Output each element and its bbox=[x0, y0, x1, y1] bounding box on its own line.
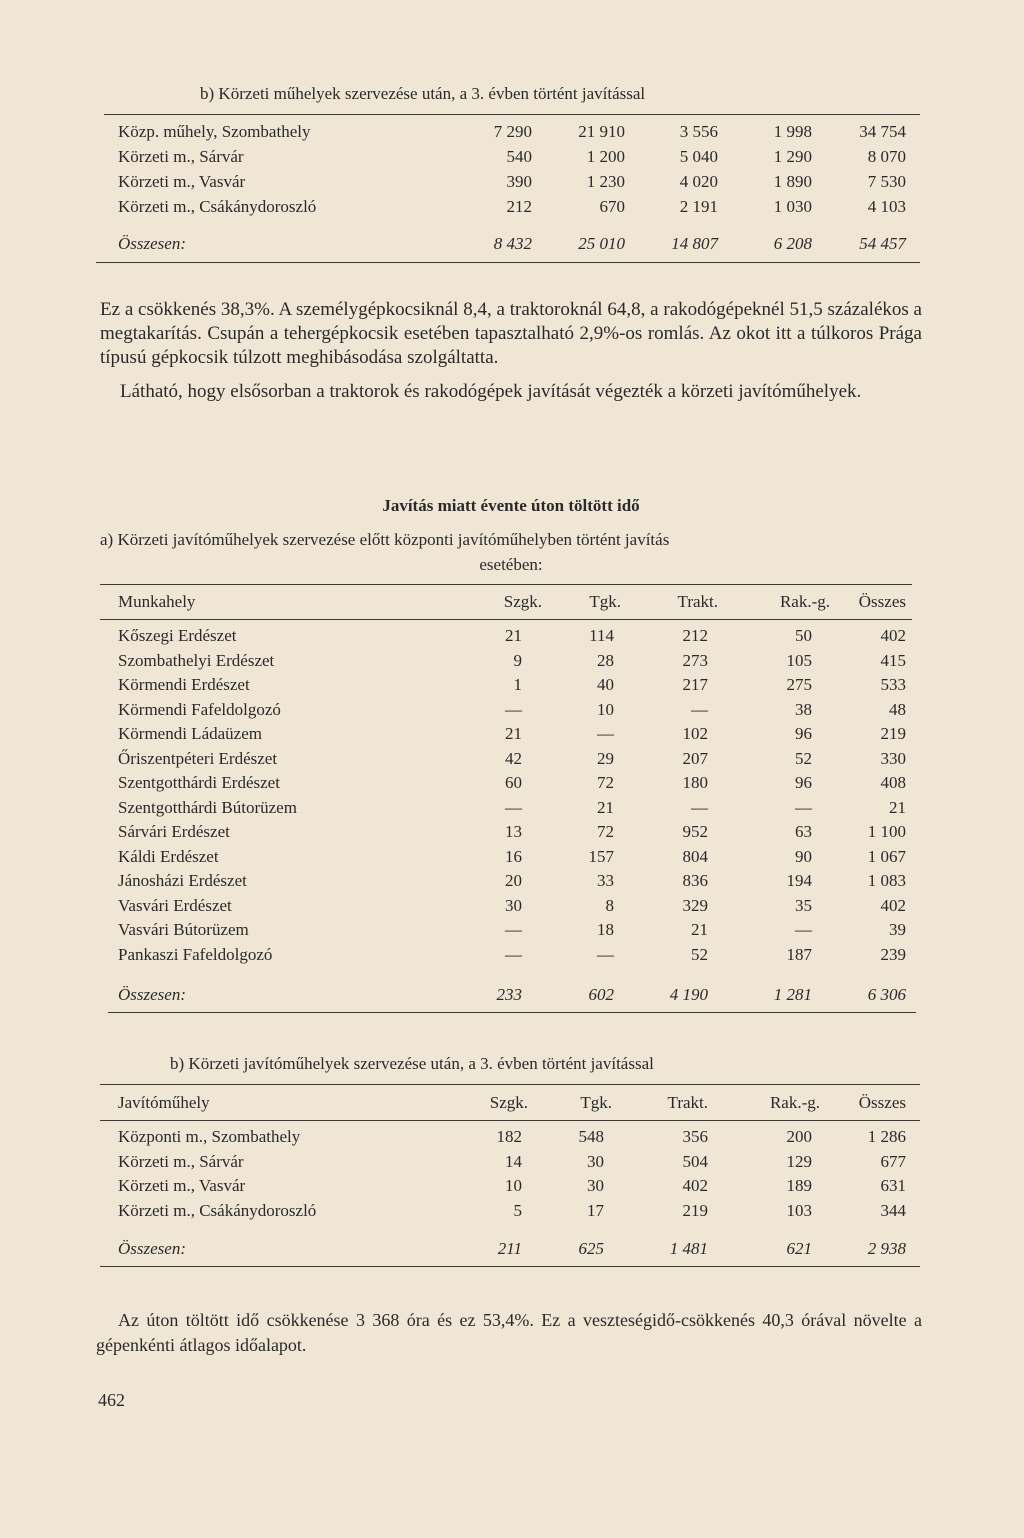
column-header: Összes bbox=[858, 1093, 906, 1112]
table2-caption-line2: esetében: bbox=[479, 555, 543, 574]
cell-value: 14 bbox=[505, 1151, 522, 1171]
cell-value: 1 286 bbox=[867, 1127, 906, 1146]
cell-value: 105 bbox=[786, 650, 812, 670]
cell-value: 52 bbox=[795, 748, 812, 768]
total-value: 602 bbox=[588, 985, 614, 1004]
column-header: Javítóműhely bbox=[118, 1093, 210, 1112]
column-header: Rak.-g. bbox=[779, 592, 830, 611]
table-row bbox=[0, 172, 1024, 196]
cell-value: 114 bbox=[589, 626, 614, 645]
cell-value: 4 103 bbox=[867, 197, 906, 216]
table-row bbox=[0, 1176, 1024, 1200]
table3-header-rule bbox=[100, 1120, 920, 1121]
cell-value: 548 bbox=[578, 1127, 604, 1146]
cell-value: 402 bbox=[880, 626, 906, 645]
row-label: Káldi Erdészet bbox=[118, 846, 219, 866]
cell-value: 34 754 bbox=[859, 122, 906, 141]
cell-value: 219 bbox=[682, 1200, 708, 1220]
cell-value: 212 bbox=[682, 626, 708, 645]
section-heading: Javítás miatt évente úton töltött idő bbox=[382, 496, 640, 515]
row-label: Körzeti m., Csákánydoroszló bbox=[118, 197, 317, 216]
column-header: Szgk. bbox=[503, 592, 542, 611]
total-value: 1 281 bbox=[773, 985, 812, 1004]
cell-value: 344 bbox=[880, 1200, 906, 1220]
cell-value: 40 bbox=[597, 675, 614, 694]
cell-value: 194 bbox=[786, 871, 812, 890]
total-value: 4 190 bbox=[669, 985, 708, 1004]
cell-value: 16 bbox=[505, 846, 522, 866]
cell-value: 189 bbox=[786, 1176, 812, 1195]
cell-value: 3 556 bbox=[679, 122, 718, 141]
cell-value: — bbox=[597, 944, 614, 964]
table-row bbox=[0, 675, 1024, 699]
cell-value: 390 bbox=[506, 172, 532, 191]
cell-value: 21 910 bbox=[578, 122, 625, 141]
total-value: 54 457 bbox=[859, 234, 906, 253]
row-label: Őriszentpéteri Erdészet bbox=[118, 748, 278, 768]
cell-value: 180 bbox=[682, 773, 708, 792]
total-label: Összesen: bbox=[118, 1239, 186, 1258]
cell-value: 33 bbox=[597, 871, 614, 890]
total-value: 211 bbox=[497, 1239, 522, 1258]
table1-caption: b) Körzeti műhelyek szervezése után, a 3. évben történt javítással bbox=[200, 84, 646, 103]
cell-value: 275 bbox=[786, 675, 812, 694]
total-label: Összesen: bbox=[118, 985, 186, 1004]
cell-value: 4 020 bbox=[679, 172, 718, 191]
cell-value: 1 067 bbox=[867, 846, 906, 866]
cell-value: 5 040 bbox=[679, 147, 718, 166]
cell-value: 21 bbox=[691, 920, 708, 939]
cell-value: 10 bbox=[597, 699, 614, 719]
column-header: Trakt. bbox=[667, 1093, 708, 1112]
row-label: Sárvári Erdészet bbox=[118, 822, 230, 841]
table2-header-rule bbox=[100, 619, 912, 620]
cell-value: 13 bbox=[505, 822, 522, 841]
cell-value: 18 bbox=[597, 920, 614, 939]
cell-value: 402 bbox=[682, 1176, 708, 1195]
table-row bbox=[0, 945, 1024, 969]
paragraph-1-text: Ez a csökkenés 38,3%. A személygépkocsiknál 8,4, a traktoroknál 64,8, a rakodógépeknél 51,5 százalékos a megtakarítás. Csupán a tehergépkocsik esetében tapasztalható 2,9%-os romlás. Az okot itt a túlkoros Prága típusú gépkocsik túlzott meghibásodása szolgáltatta. bbox=[100, 299, 922, 368]
total-row bbox=[0, 1239, 1024, 1263]
table-row bbox=[0, 773, 1024, 797]
cell-value: 30 bbox=[587, 1176, 604, 1195]
total-value: 2 938 bbox=[867, 1239, 906, 1258]
cell-value: 102 bbox=[682, 724, 708, 743]
row-label: Szentgotthárdi Erdészet bbox=[118, 773, 280, 792]
header-row bbox=[0, 592, 1024, 616]
cell-value: 9 bbox=[513, 650, 522, 670]
table-row bbox=[0, 1201, 1024, 1225]
column-header: Rak.-g. bbox=[769, 1093, 820, 1112]
cell-value: 72 bbox=[597, 773, 614, 792]
cell-value: 1 290 bbox=[773, 147, 812, 166]
cell-value: 7 530 bbox=[867, 172, 906, 191]
paragraph-2 bbox=[96, 1308, 922, 1358]
cell-value: — bbox=[597, 724, 614, 743]
cell-value: 72 bbox=[597, 822, 614, 841]
table-row bbox=[0, 147, 1024, 171]
table1-bottom-rule bbox=[96, 262, 920, 263]
cell-value: 182 bbox=[496, 1127, 522, 1146]
table3-caption: b) Körzeti javítóműhelyek szervezése után, a 3. évben történt javítással bbox=[170, 1054, 654, 1073]
cell-value: — bbox=[795, 920, 812, 939]
paragraph-1b-text: Látható, hogy elsősorban a traktorok és rakodógépek javítását végezték a körzeti javítóműhelyek. bbox=[120, 381, 862, 402]
total-value: 14 807 bbox=[671, 234, 718, 253]
cell-value: 90 bbox=[795, 846, 812, 866]
cell-value: 38 bbox=[795, 699, 812, 719]
table-row bbox=[0, 847, 1024, 871]
row-label: Pankaszi Fafeldolgozó bbox=[118, 944, 273, 964]
cell-value: 21 bbox=[889, 797, 906, 817]
cell-value: 1 083 bbox=[867, 871, 906, 890]
cell-value: — bbox=[691, 699, 708, 719]
cell-value: 8 070 bbox=[867, 147, 906, 166]
cell-value: 35 bbox=[795, 895, 812, 915]
cell-value: 8 bbox=[605, 895, 614, 915]
total-value: 1 481 bbox=[669, 1239, 708, 1258]
cell-value: 50 bbox=[795, 626, 812, 645]
table1-top-rule bbox=[104, 114, 920, 115]
header-row bbox=[0, 1093, 1024, 1117]
table3-top-rule bbox=[100, 1084, 920, 1085]
total-row bbox=[0, 985, 1024, 1009]
cell-value: — bbox=[505, 699, 522, 719]
row-label: Központi m., Szombathely bbox=[118, 1127, 301, 1146]
total-value: 25 010 bbox=[578, 234, 625, 253]
table-row bbox=[0, 749, 1024, 773]
total-value: 621 bbox=[786, 1239, 812, 1258]
cell-value: 20 bbox=[505, 871, 522, 890]
cell-value: — bbox=[691, 797, 708, 817]
row-label: Körmendi Erdészet bbox=[118, 675, 250, 694]
cell-value: — bbox=[505, 944, 522, 964]
cell-value: 60 bbox=[505, 773, 522, 792]
cell-value: 10 bbox=[505, 1176, 522, 1195]
cell-value: 670 bbox=[599, 197, 625, 216]
cell-value: 96 bbox=[795, 724, 812, 743]
cell-value: 17 bbox=[587, 1200, 604, 1220]
table-row bbox=[0, 700, 1024, 724]
table-row bbox=[0, 871, 1024, 895]
cell-value: 200 bbox=[786, 1127, 812, 1146]
row-label: Vasvári Bútorüzem bbox=[118, 920, 249, 939]
row-label: Szentgotthárdi Bútorüzem bbox=[118, 797, 297, 817]
row-label: Jánosházi Erdészet bbox=[118, 871, 247, 890]
cell-value: 21 bbox=[597, 797, 614, 817]
cell-value: 52 bbox=[691, 944, 708, 964]
cell-value: 329 bbox=[682, 895, 708, 915]
cell-value: 5 bbox=[513, 1200, 522, 1220]
cell-value: 540 bbox=[506, 147, 532, 166]
cell-value: 533 bbox=[880, 675, 906, 694]
table3-bottom-rule bbox=[100, 1266, 920, 1267]
cell-value: 1 200 bbox=[586, 147, 625, 166]
column-header: Szgk. bbox=[489, 1093, 528, 1112]
cell-value: 96 bbox=[795, 773, 812, 792]
column-header: Tgk. bbox=[580, 1093, 612, 1112]
cell-value: 219 bbox=[880, 724, 906, 743]
paragraph-1 bbox=[100, 298, 922, 404]
cell-value: 207 bbox=[682, 748, 708, 768]
cell-value: 804 bbox=[682, 846, 708, 866]
cell-value: 39 bbox=[889, 920, 906, 939]
cell-value: 1 100 bbox=[867, 822, 906, 841]
table-row bbox=[0, 197, 1024, 221]
total-value: 8 432 bbox=[493, 234, 532, 253]
cell-value: 239 bbox=[880, 944, 906, 964]
total-value: 6 208 bbox=[773, 234, 812, 253]
cell-value: 2 191 bbox=[679, 197, 718, 216]
cell-value: 836 bbox=[682, 871, 708, 890]
table2-top-rule bbox=[100, 584, 912, 585]
cell-value: 402 bbox=[880, 895, 906, 915]
total-value: 6 306 bbox=[867, 985, 906, 1004]
column-header: Tgk. bbox=[589, 592, 621, 611]
row-label: Kőszegi Erdészet bbox=[118, 626, 237, 645]
table-row bbox=[0, 724, 1024, 748]
table-row bbox=[0, 896, 1024, 920]
row-label: Körmendi Ládaüzem bbox=[118, 724, 262, 743]
cell-value: 415 bbox=[880, 650, 906, 670]
total-row bbox=[0, 234, 1024, 258]
table-row bbox=[0, 626, 1024, 650]
cell-value: 30 bbox=[505, 895, 522, 915]
row-label: Szombathelyi Erdészet bbox=[118, 650, 275, 670]
table2-caption-line1: a) Körzeti javítóműhelyek szervezése előtt központi javítóműhelyben történt javítás bbox=[100, 530, 670, 549]
cell-value: 504 bbox=[682, 1151, 708, 1171]
table-row bbox=[0, 798, 1024, 822]
cell-value: 1 030 bbox=[773, 197, 812, 216]
table-row bbox=[0, 1127, 1024, 1151]
cell-value: 63 bbox=[795, 822, 812, 841]
cell-value: 330 bbox=[880, 748, 906, 768]
cell-value: 1 230 bbox=[586, 172, 625, 191]
cell-value: 212 bbox=[506, 197, 532, 216]
page-number: 462 bbox=[98, 1390, 125, 1410]
cell-value: 1 998 bbox=[773, 122, 812, 141]
total-value: 625 bbox=[578, 1239, 604, 1258]
cell-value: — bbox=[795, 797, 812, 817]
total-label: Összesen: bbox=[118, 234, 186, 253]
cell-value: 21 bbox=[505, 724, 522, 743]
cell-value: 1 bbox=[513, 675, 522, 694]
table-row bbox=[0, 822, 1024, 846]
cell-value: 48 bbox=[889, 699, 906, 719]
cell-value: 7 290 bbox=[493, 122, 532, 141]
cell-value: 187 bbox=[786, 944, 812, 964]
cell-value: 1 890 bbox=[773, 172, 812, 191]
cell-value: 408 bbox=[880, 773, 906, 792]
row-label: Körzeti m., Sárvár bbox=[118, 147, 244, 166]
cell-value: 129 bbox=[786, 1151, 812, 1171]
row-label: Körzeti m., Vasvár bbox=[118, 1176, 246, 1195]
row-label: Körzeti m., Sárvár bbox=[118, 1151, 244, 1171]
row-label: Körmendi Fafeldolgozó bbox=[118, 699, 281, 719]
cell-value: 42 bbox=[505, 748, 522, 768]
cell-value: 677 bbox=[880, 1151, 906, 1171]
table-row bbox=[0, 651, 1024, 675]
cell-value: 952 bbox=[682, 822, 708, 841]
row-label: Közp. műhely, Szombathely bbox=[118, 122, 311, 141]
cell-value: 103 bbox=[786, 1200, 812, 1220]
row-label: Vasvári Erdészet bbox=[118, 895, 232, 915]
cell-value: 29 bbox=[597, 748, 614, 768]
cell-value: 30 bbox=[587, 1151, 604, 1171]
paragraph-2-text: Az úton töltött idő csökkenése 3 368 óra és ez 53,4%. Ez a veszteségidő-csökkenés 40,3 órával növelte a gépenkénti átlagos időalapot. bbox=[96, 1310, 922, 1355]
column-header: Munkahely bbox=[118, 592, 196, 611]
cell-value: 631 bbox=[880, 1176, 906, 1195]
table-row bbox=[0, 1152, 1024, 1176]
table-row bbox=[0, 122, 1024, 146]
cell-value: 157 bbox=[588, 846, 614, 866]
column-header: Trakt. bbox=[677, 592, 718, 611]
cell-value: 273 bbox=[682, 650, 708, 670]
table-row bbox=[0, 920, 1024, 944]
column-header: Összes bbox=[858, 592, 906, 611]
cell-value: — bbox=[505, 920, 522, 939]
cell-value: 356 bbox=[682, 1127, 708, 1146]
row-label: Körzeti m., Vasvár bbox=[118, 172, 246, 191]
table2-bottom-rule bbox=[108, 1012, 916, 1013]
cell-value: 21 bbox=[505, 626, 522, 645]
cell-value: 217 bbox=[682, 675, 708, 694]
row-label: Körzeti m., Csákánydoroszló bbox=[118, 1200, 317, 1220]
total-value: 233 bbox=[496, 985, 522, 1004]
cell-value: 28 bbox=[597, 650, 614, 670]
cell-value: — bbox=[505, 797, 522, 817]
